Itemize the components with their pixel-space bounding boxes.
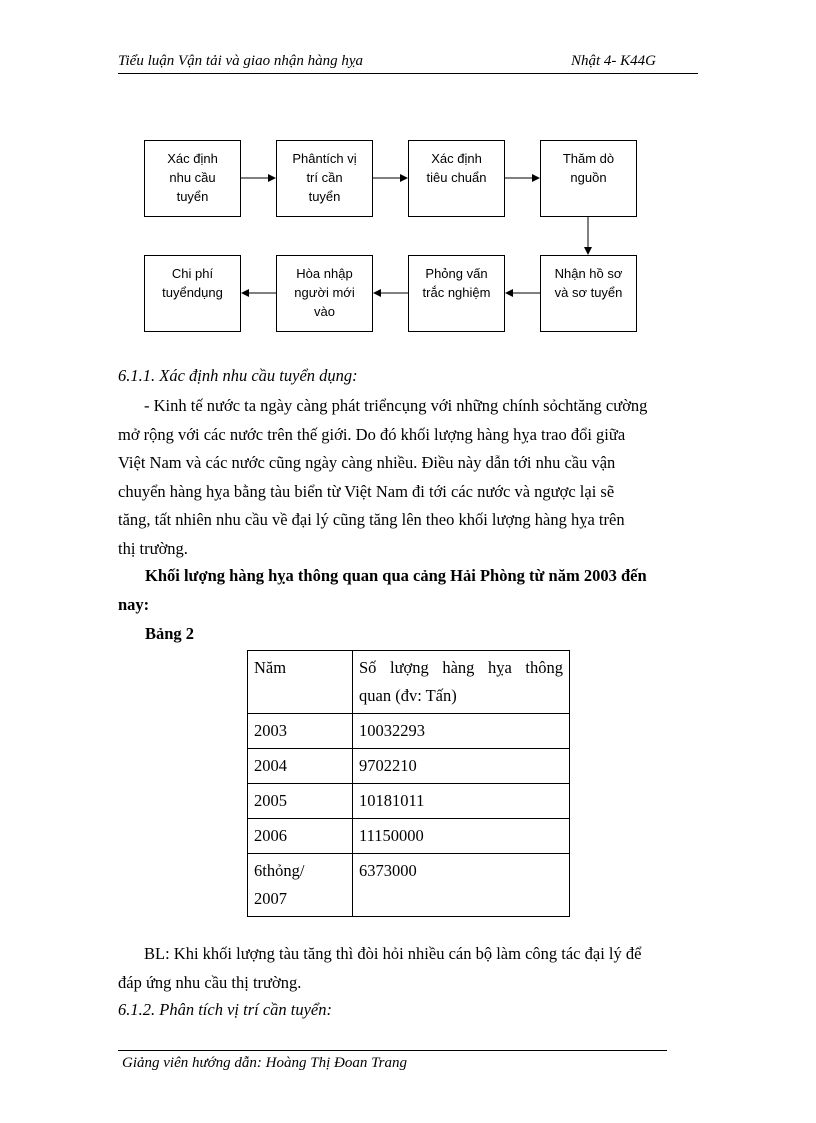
table-label: Bảng 2 xyxy=(145,624,195,643)
table-header-row xyxy=(248,651,570,714)
table-cell-value: 6373000 xyxy=(353,854,570,917)
para-line: tăng, tất nhiên nhu cầu về đại lý cũng tăng lên theo khối lượng hàng hỵa trên xyxy=(118,510,625,529)
table-cell-year: 2003 xyxy=(248,714,353,749)
table-cell-year: 2005 xyxy=(248,784,353,819)
footer-divider xyxy=(118,1050,667,1051)
table-cell-value: 10032293 xyxy=(353,714,570,749)
data-table xyxy=(247,650,570,917)
table-title-line2: nay: xyxy=(118,595,150,614)
para-line: thị trường. xyxy=(118,538,188,558)
table-row xyxy=(248,854,570,917)
table-row xyxy=(248,819,570,854)
table-cell-value: 10181011 xyxy=(353,784,570,819)
conclusion-line: đáp ứng nhu cầu thị trường. xyxy=(118,972,302,992)
para-line: chuyển hàng hỵa bằng tàu biển từ Việt Nam đi tới các nước và ngược lại sẽ xyxy=(118,481,615,501)
conclusion-line: BL: Khi khối lượng tàu tăng thì đòi hỏi nhiều cán bộ làm công tác đại lý để xyxy=(144,944,642,963)
section-heading-6-1-2: 6.1.2. Phân tích vị trí cần tuyển: xyxy=(118,1000,332,1019)
flow-step-tham-do-nguon: Thăm dò nguồn xyxy=(540,140,637,217)
table-cell-year: 2006 xyxy=(248,819,353,854)
flow-step-nhan-ho-so: Nhận hồ sơ và sơ tuyển xyxy=(540,255,637,332)
table-title-line1: Khối lượng hàng hỵa thông quan qua cảng Hải Phòng từ năm 2003 đến xyxy=(145,566,647,585)
table-row xyxy=(248,714,570,749)
table-header-quantity: Số lượng hàng hỵa thông quan (đv: Tấn) xyxy=(353,651,570,714)
table-cell-year: 2004 xyxy=(248,749,353,784)
conclusion-paragraph xyxy=(118,940,697,997)
flow-step-chi-phi: Chi phí tuyểndụng xyxy=(144,255,241,332)
section-heading-6-1-1: 6.1.1. Xác định nhu cầu tuyển dụng: xyxy=(118,366,358,385)
flow-step-hoa-nhap: Hòa nhập người mới vào xyxy=(276,255,373,332)
flow-step-phong-van: Phỏng vấn trắc nghiệm xyxy=(408,255,505,332)
header-title: Tiểu luận Vận tải và giao nhận hàng hỵa xyxy=(118,53,363,69)
section-paragraph xyxy=(118,392,697,563)
flow-step-phan-tich-vi-tri: Phântích vị trí cần tuyển xyxy=(276,140,373,217)
flow-step-xac-dinh-tieu-chuan: Xác định tiêu chuẩn xyxy=(408,140,505,217)
table-cell-year: 6thỏng/ 2007 xyxy=(248,854,353,917)
table-cell-value: 11150000 xyxy=(353,819,570,854)
footer-instructor: Giảng viên hướng dẫn: Hoàng Thị Đoan Trang xyxy=(122,1055,407,1071)
para-line: mở rộng với các nước trên thế giới. Do đó khối lượng hàng hỵa trao đổi giữa xyxy=(118,424,626,444)
table-row xyxy=(248,784,570,819)
para-line: Việt Nam và các nước cũng ngày càng nhiều. Điều này dẫn tới nhu cầu vận xyxy=(118,453,616,472)
table-row xyxy=(248,749,570,784)
flow-step-xac-dinh-nhu-cau: Xác định nhu cầu tuyển xyxy=(144,140,241,217)
table-cell-value: 9702210 xyxy=(353,749,570,784)
table-header-year: Năm xyxy=(248,651,353,714)
para-line: - Kinh tế nước ta ngày càng phát triểncụng với những chính sỏchtăng cường xyxy=(144,396,648,415)
header-author: Nhật 4- K44G xyxy=(571,53,657,69)
